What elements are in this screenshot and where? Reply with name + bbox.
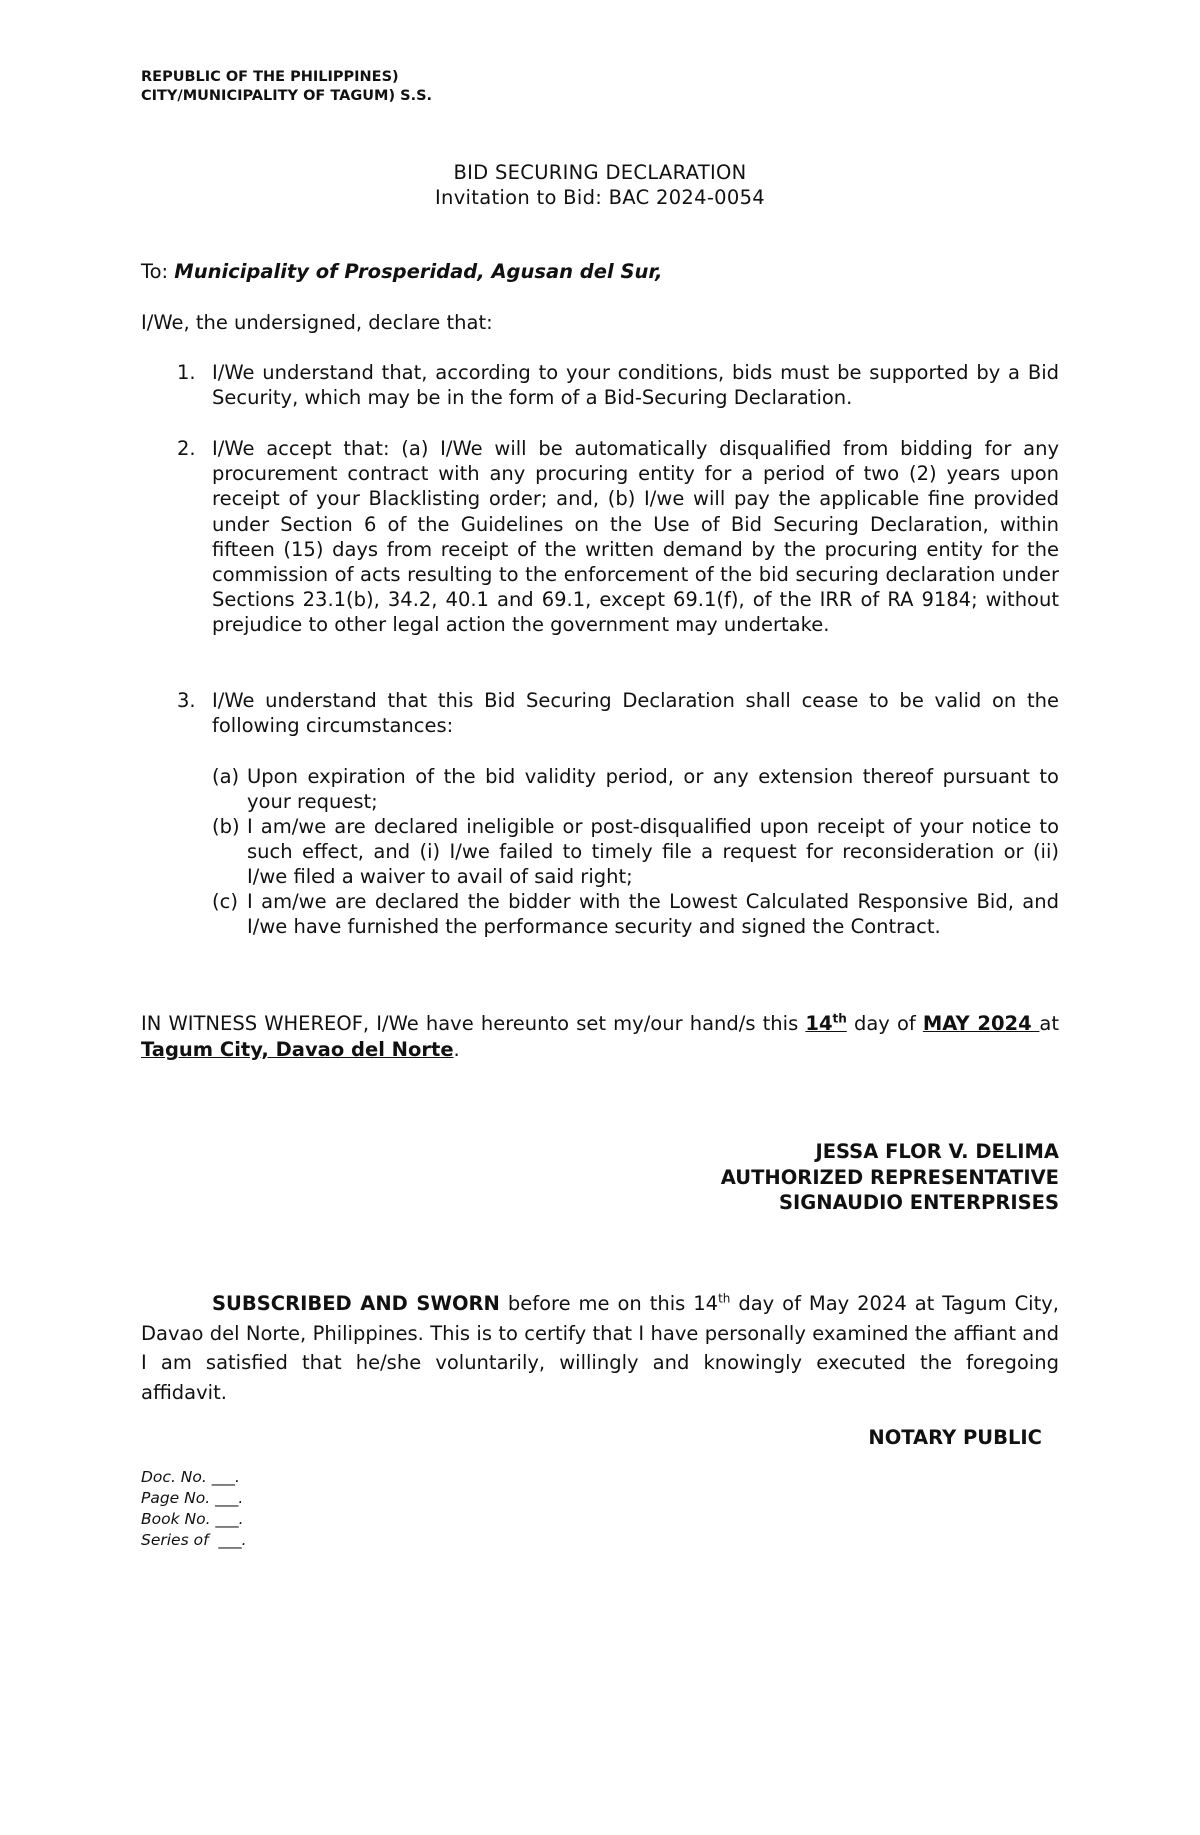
item-text: I/We understand that this Bid Securing Declaration shall cease to be valid on the following circumstances: <box>212 689 1059 738</box>
book-number: Book No. ___. <box>141 1510 244 1528</box>
signatory-title: AUTHORIZED REPRESENTATIVE <box>720 1165 1059 1189</box>
circumstance-label: (c) <box>212 890 238 913</box>
circumstance-label: (b) <box>212 815 240 838</box>
item-number: 3. <box>177 689 196 712</box>
title-invitation: Invitation to Bid: BAC 2024-0054 <box>434 186 765 209</box>
signatory-block <box>721 1139 1059 1216</box>
venue-line-city: CITY/MUNICIPALITY OF TAGUM) S.S. <box>141 88 433 104</box>
circumstance-item <box>212 814 1059 890</box>
addressee-prefix: To: <box>141 260 175 283</box>
jurat-bold: SUBSCRIBED AND SWORN <box>212 1292 500 1315</box>
declaration-item <box>141 360 1059 410</box>
title-main: BID SECURING DECLARATION <box>453 161 747 184</box>
series-number: Series of ___. <box>141 1531 247 1549</box>
witness-prefix: IN WITNESS WHEREOF, I/We have hereunto set my/our hand/s this <box>141 1012 806 1035</box>
witness-place: Tagum City, Davao del Norte <box>141 1038 454 1061</box>
witness-month-year: MAY 2024 <box>922 1012 1040 1035</box>
circumstance-text: I am/we are declared ineligible or post-disqualified upon receipt of your notice to such effect, and (i) I/we failed to timely file a request for reconsideration or (ii) I/we filed a waiver to avail of said right; <box>247 815 1059 889</box>
circumstance-item <box>212 889 1059 939</box>
declaration-item <box>141 436 1059 638</box>
signatory-name: JESSA FLOR V. DELIMA <box>815 1140 1059 1163</box>
page-number: Page No. ___. <box>141 1489 244 1507</box>
circumstance-text: Upon expiration of the bid validity period, or any extension thereof pursuant to your request; <box>247 765 1059 814</box>
notary-label: NOTARY PUBLIC <box>868 1426 1042 1449</box>
circumstance-item <box>212 764 1059 814</box>
venue-header <box>141 68 432 106</box>
declaration-item <box>141 688 1059 738</box>
venue-line-republic: REPUBLIC OF THE PHILIPPINES) <box>141 69 399 85</box>
witness-at: at <box>1039 1012 1059 1035</box>
document-title <box>141 160 1059 210</box>
circumstance-text: I am/we are declared the bidder with the Lowest Calculated Responsive Bid, and I/we have furnished the performance security and signed the Contract. <box>247 890 1059 939</box>
signatory-company: SIGNAUDIO ENTERPRISES <box>778 1191 1059 1214</box>
witness-clause <box>141 1011 1059 1063</box>
item-text: I/We accept that: (a) I/We will be automatically disqualified from bidding for any procurement contract with any procuring entity for a period of two (2) years upon receipt of your Blacklisting order; and, (b) I/we will pay the applicable fine provided under Section 6 of the Guidelines on the Use of Bid Securing Declaration, within fifteen (15) days from receipt of the written demand by the procuring entity for the commission of acts resulting to the enforcement of the bid securing declaration under Sections 23.1(b), 34.2, 40.1 and 69.1, except 69.1(f), of the IRR of RA 9184; without prejudice to other legal action the government may undertake. <box>212 437 1059 637</box>
intro-statement: I/We, the undersigned, declare that: <box>141 311 493 334</box>
item-number: 2. <box>177 437 196 460</box>
doc-number: Doc. No. ___. <box>141 1468 240 1486</box>
jurat-rest: day of May 2024 at Tagum City, Davao del Norte, Philippines. This is to certify that I have personally examined the affiant and I am satisfied that he/she voluntarily, willingly and knowingly executed the foregoing affidavit. <box>141 1292 1059 1404</box>
witness-end: . <box>453 1038 460 1061</box>
doc-info-block <box>141 1467 247 1551</box>
jurat-sup: th <box>718 1291 731 1306</box>
witness-day: 14th <box>805 1011 847 1035</box>
jurat-paragraph <box>141 1289 1059 1407</box>
witness-day-suffix: th <box>832 1011 847 1026</box>
circumstance-label: (a) <box>212 765 240 788</box>
jurat-pre: before me on this 14 <box>499 1292 719 1315</box>
witness-mid: day of <box>846 1012 923 1035</box>
addressee-name: Municipality of Prosperidad, Agusan del Sur, <box>174 260 663 283</box>
item-number: 1. <box>177 361 196 384</box>
addressee-line <box>141 259 663 284</box>
item-text: I/We understand that, according to your conditions, bids must be supported by a Bid Security, which may be in the form of a Bid-Securing Declaration. <box>212 361 1059 410</box>
